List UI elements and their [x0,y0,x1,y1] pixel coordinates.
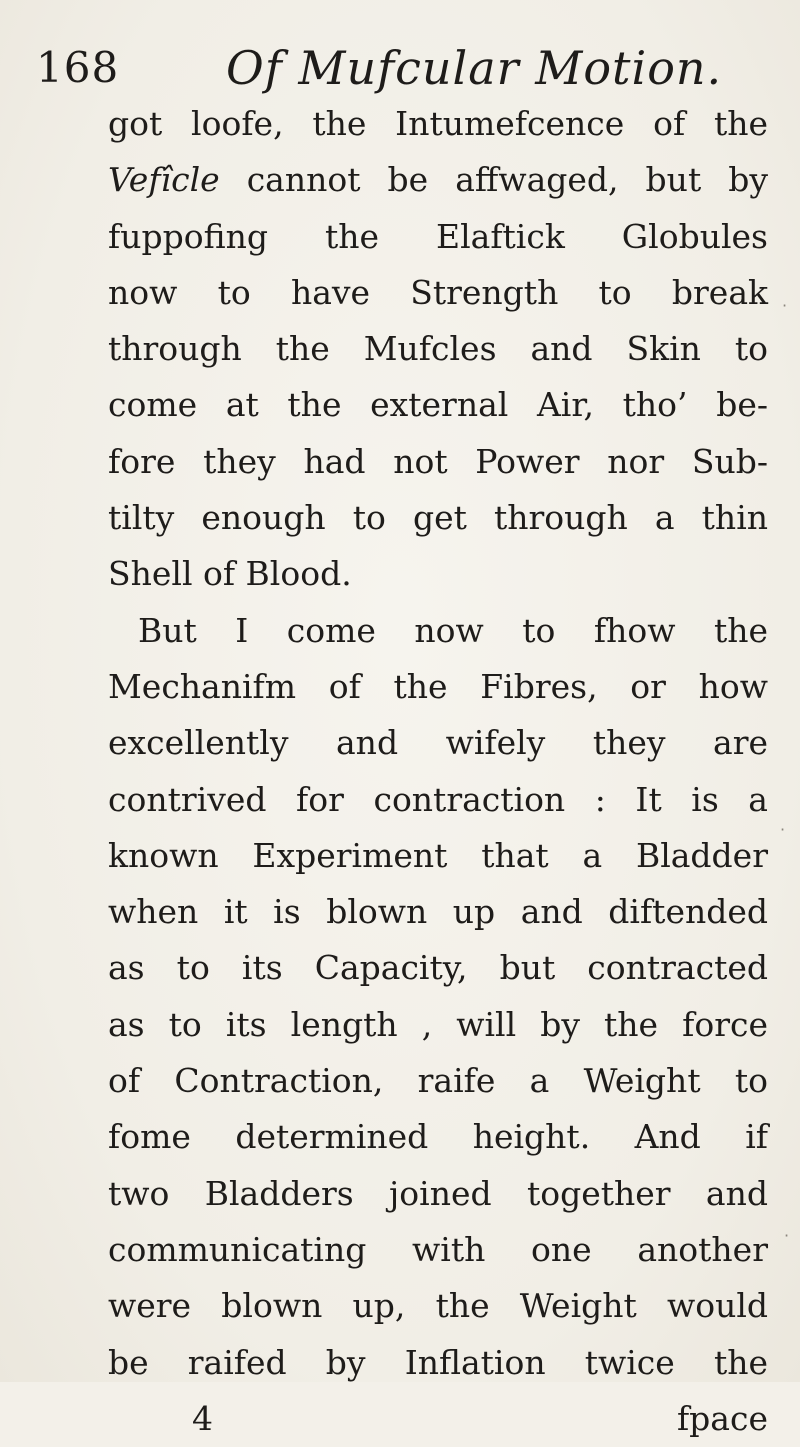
text-line: excellently and wifely they are [108,723,768,763]
text-line: fuppofing the Elaftick Globules [108,216,768,256]
text-line: got loofe, the Intumefcence of the [108,104,768,143]
text-line: communicating with one another [108,1229,768,1269]
text-line: be raifed by Inflation twice the [108,1342,768,1382]
page-number: 168 [36,43,120,92]
text-line: of Contraction, raife a Weight to [108,1061,768,1101]
signature-mark: 4 [192,1398,213,1438]
running-title: Of Mufcular Motion. [226,41,723,95]
text-line: contrived for contraction : It is a [108,779,768,819]
body-text [108,96,768,1447]
catchword: fpace [676,1398,768,1438]
text-line: were blown up, the Weight would [108,1286,768,1326]
text-line: as to its Capacity, but contracted [108,948,768,988]
text-line: through the Mufcles and Skin to [108,329,768,369]
page-header [36,38,776,100]
text-line: known Experiment that a Bladder [108,835,768,875]
text-line: fome determined height. And if [108,1117,768,1157]
page-footer [108,1391,768,1447]
text-line: Vefîcle cannot be affwaged, but by [108,160,768,200]
margin-speck: · [784,1226,790,1245]
text-line: two Bladders joined together and [108,1173,768,1213]
text-line: tilty enough to get through a thin [108,498,768,538]
margin-speck: · [782,296,788,315]
text-line: now to have Strength to break [108,272,768,312]
text-line: But I come now to fhow the [138,610,768,650]
text-line: Shell of Blood. [108,554,352,594]
text-line: fore they had not Power nor Sub- [108,441,768,481]
margin-speck: · [780,820,786,839]
text-line: when it is blown up and diftended [108,892,768,932]
text-line: as to its length , will by the force [108,1004,768,1044]
text-line: Mechanifm of the Fibres, or how [108,666,768,706]
text-line: come at the external Air, tho’ be- [108,385,768,425]
